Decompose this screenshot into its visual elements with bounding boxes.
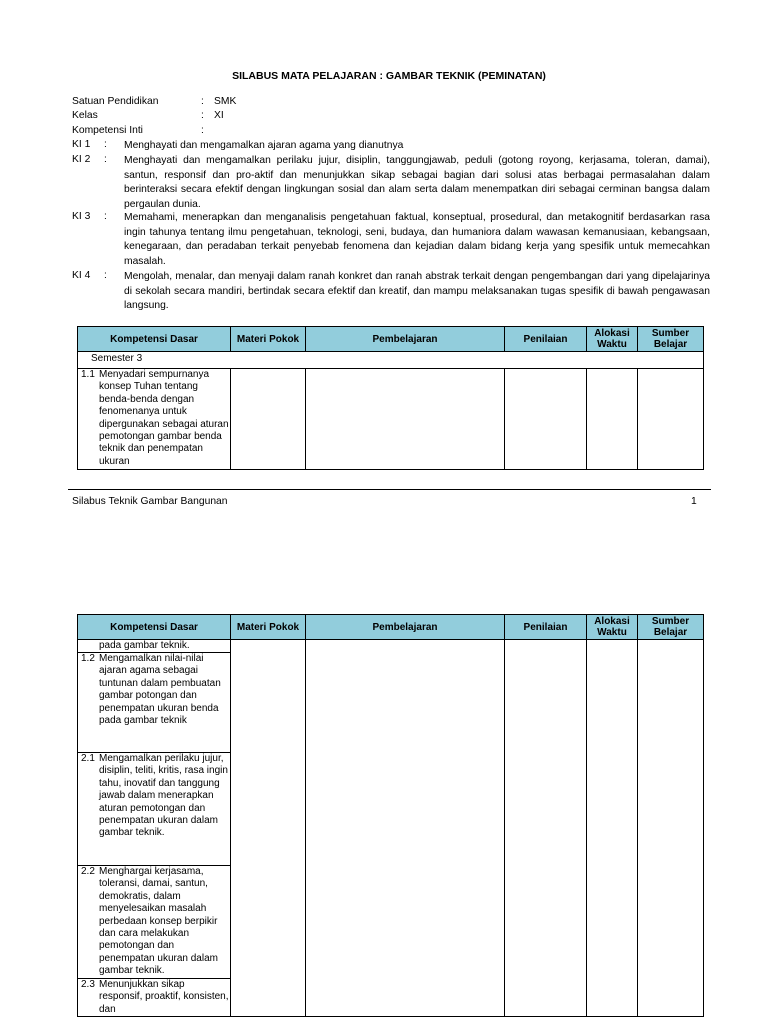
kd-number: 2.2: [81, 866, 95, 877]
ki-label: KI 3: [72, 211, 91, 222]
kd-text: Menunjukkan sikap responsif, proaktif, konsisten, dan: [99, 979, 229, 1015]
kd-text: Mengamalkan nilai-nilai ajaran agama sebagai tuntunan dalam pembuatan gambar potongan dan penempatan ukuran benda pada gambar teknik: [99, 653, 221, 727]
ki-colon: :: [104, 139, 107, 150]
ki-colon: :: [104, 270, 107, 281]
meta-label-kelas: Kelas: [72, 110, 98, 121]
header-pembelajaran: Pembelajaran: [306, 615, 505, 640]
header-sumber-belajar: Sumber Belajar: [638, 615, 704, 640]
header-penilaian: Penilaian: [505, 327, 587, 352]
meta-colon: :: [201, 110, 204, 121]
header-kompetensi-dasar: Kompetensi Dasar: [78, 327, 231, 352]
kd-text: Menghargai kerjasama, toleransi, damai, santun, demokratis, dalam menyelesaikan masalah perbedaan konsep berpikir dan cara melakukan pemotongan dan penempatan ukuran dalam gambar teknik.: [99, 866, 218, 977]
kd-continued: [78, 640, 230, 652]
kd-continued-text: pada gambar teknik.: [99, 640, 190, 651]
table-header-row: [78, 615, 704, 640]
kd-item: [78, 369, 230, 468]
table-row: [78, 369, 704, 470]
footer-title: Silabus Teknik Gambar Bangunan: [72, 496, 228, 507]
meta-value-satuan: SMK: [214, 96, 237, 107]
kd-number: 1.2: [81, 653, 95, 664]
header-materi-pokok: Materi Pokok: [231, 327, 306, 352]
header-kompetensi-dasar: Kompetensi Dasar: [78, 615, 231, 640]
kd-number: 2.1: [81, 753, 95, 764]
meta-value-kelas: XI: [214, 110, 224, 121]
footer-divider: [68, 489, 711, 490]
semester-label: Semester 3: [91, 353, 143, 364]
kd-item: [78, 653, 230, 727]
meta-label-satuan: Satuan Pendidikan: [72, 96, 159, 107]
header-pembelajaran: Pembelajaran: [306, 327, 505, 352]
table-row: [78, 640, 704, 653]
kd-text: Mengamalkan perilaku jujur, disiplin, teliti, kritis, rasa ingin tahu, inovatif dan tanggung jawab dalam menerapkan aturan pemotongan dan penempatan ukuran dalam gambar teknik.: [99, 753, 228, 839]
kd-item: [78, 979, 230, 1016]
ki-label: KI 1: [72, 139, 91, 150]
table-header-row: [78, 327, 704, 352]
header-penilaian: Penilaian: [505, 615, 587, 640]
header-sumber-belajar: Sumber Belajar: [638, 327, 704, 352]
meta-colon: :: [201, 96, 204, 107]
kd-item: [78, 866, 230, 978]
ki-colon: :: [104, 154, 107, 165]
ki-colon: :: [104, 211, 107, 222]
meta-label-kompetensi-inti: Kompetensi Inti: [72, 125, 143, 136]
header-alokasi-waktu: Alokasi Waktu: [587, 327, 638, 352]
kd-item: [78, 753, 230, 840]
header-alokasi-waktu: Alokasi Waktu: [587, 615, 638, 640]
ki-text: Menghayati dan mengamalkan perilaku jujur, disiplin, tanggungjawab, peduli (gotong royong, kerjasama, toleran, damai), santun, responsif dan pro-aktif dan menunjukkan sikap sebagai bagian dari solusi atas berbagai permasalahan dalam berinteraksi secara efektif dengan lingkungan sosial dan alam serta dalam menempatkan diri sebagai cerminan bangsa dalam pergaulan dunia.: [124, 155, 710, 210]
header-materi-pokok: Materi Pokok: [231, 615, 306, 640]
ki-text: Memahami, menerapkan dan menganalisis pengetahuan faktual, konseptual, prosedural, dan metakognitif berdasarkan rasa ingin tahunya tentang ilmu pengetahuan, teknologi, seni, budaya, dan humaniora dalam wawasan kemanusiaan, kebangsaan, kenegaraan, dan peradaban terkait penyebab fenomena dan kejadian dalam bidang kerja yang spesifik untuk memecahkan masalah.: [124, 212, 710, 267]
semester-row: [78, 352, 704, 369]
ki-text: Mengolah, menalar, dan menyaji dalam ranah konkret dan ranah abstrak terkait dengan pengembangan dari yang dipelajarinya di sekolah secara mandiri, bertindak secara efektif dan kreatif, dan mampu melaksanakan tugas spesifik di bawah pengawasan langsung.: [124, 271, 710, 311]
page-title: SILABUS MATA PELAJARAN : GAMBAR TEKNIK (PEMINATAN): [232, 70, 546, 82]
ki-text: Menghayati dan mengamalkan ajaran agama yang dianutnya: [124, 140, 404, 151]
ki-label: KI 4: [72, 270, 91, 281]
silabus-table-page1: [77, 326, 704, 470]
kd-number: 2.3: [81, 979, 95, 990]
ki-label: KI 2: [72, 154, 91, 165]
silabus-table-page2: [77, 614, 704, 1017]
kd-text: Menyadari sempurnanya konsep Tuhan tentang benda-benda dengan fenomenanya untuk dipergunakan sebagai aturan pemotongan gambar benda teknik dan penempatan ukuran: [99, 369, 229, 467]
meta-colon: :: [201, 125, 204, 136]
kd-number: 1.1: [81, 369, 95, 380]
page-number: 1: [691, 496, 697, 507]
